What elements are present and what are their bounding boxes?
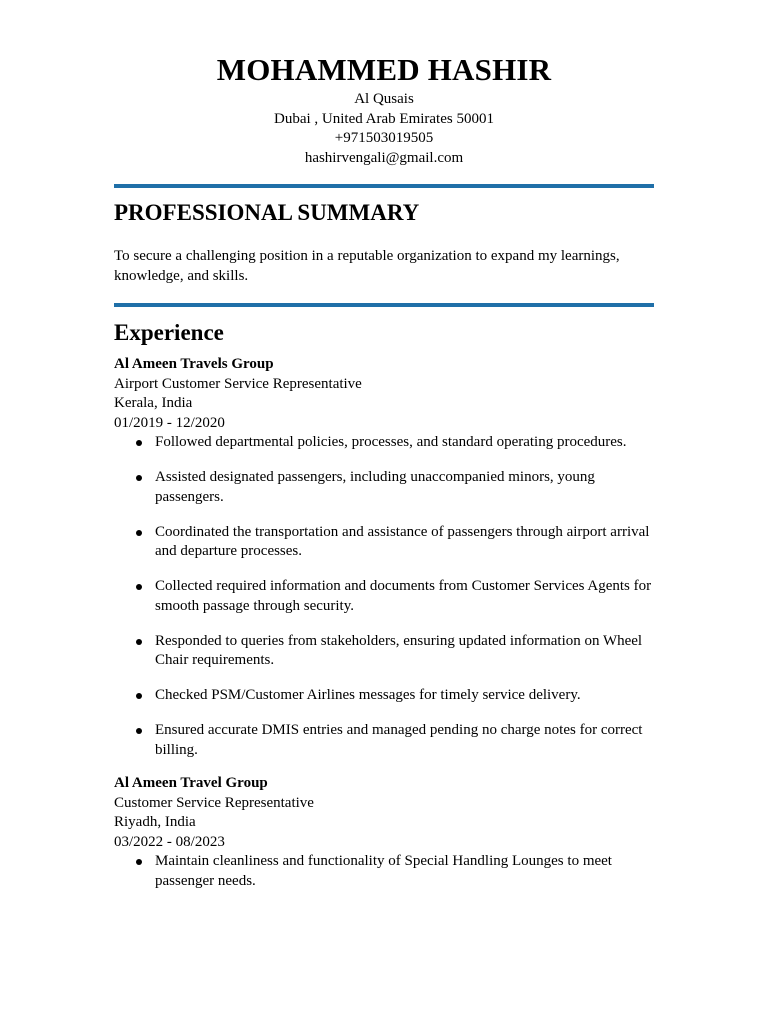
bullet-icon bbox=[136, 440, 142, 446]
section-divider bbox=[114, 184, 654, 188]
summary-text: To secure a challenging position in a reputable organization to expand my learnings, knowledge, and skills. bbox=[114, 248, 620, 284]
job-dates: 01/2019 - 12/2020 bbox=[114, 414, 225, 431]
address-line-2: Dubai , United Arab Emirates 50001 bbox=[274, 110, 494, 127]
job-bullet-list bbox=[114, 852, 654, 891]
job-entry bbox=[114, 355, 654, 433]
bullet-text: Collected required information and documents from Customer Services Agents for smooth passage through security. bbox=[155, 578, 652, 614]
summary-section bbox=[114, 199, 654, 286]
address-line-1: Al Qusais bbox=[354, 91, 414, 107]
bullet-icon bbox=[136, 859, 142, 865]
bullet-text: Coordinated the transportation and assistance of passengers through airport arrival and departure processes. bbox=[155, 523, 650, 559]
bullet-icon bbox=[136, 530, 142, 536]
bullet-text: Maintain cleanliness and functionality of Special Handling Lounges to meet passenger needs. bbox=[155, 853, 612, 889]
bullet-icon bbox=[136, 693, 142, 699]
list-item bbox=[114, 721, 654, 760]
job-company: Al Ameen Travel Group bbox=[114, 775, 268, 791]
job-location: Kerala, India bbox=[114, 395, 193, 411]
job-title: Airport Customer Service Representative bbox=[114, 375, 362, 392]
list-item bbox=[114, 852, 654, 891]
experience-section bbox=[114, 319, 654, 891]
section-divider bbox=[114, 303, 654, 307]
list-item bbox=[114, 433, 654, 453]
list-item bbox=[114, 577, 654, 616]
phone-number: +971503019505 bbox=[334, 130, 434, 146]
bullet-icon bbox=[136, 584, 142, 590]
job-company: Al Ameen Travels Group bbox=[114, 356, 274, 372]
list-item bbox=[114, 468, 654, 507]
resume-page bbox=[114, 52, 654, 891]
list-item bbox=[114, 632, 654, 671]
bullet-icon bbox=[136, 475, 142, 481]
summary-heading: PROFESSIONAL SUMMARY bbox=[114, 200, 420, 225]
job-title: Customer Service Representative bbox=[114, 794, 314, 811]
bullet-text: Checked PSM/Customer Airlines messages for timely service delivery. bbox=[155, 687, 581, 703]
job-dates: 03/2022 - 08/2023 bbox=[114, 833, 225, 850]
bullet-text: Assisted designated passengers, including unaccompanied minors, young passengers. bbox=[155, 469, 595, 505]
resume-header bbox=[114, 52, 654, 168]
bullet-text: Followed departmental policies, processes, and standard operating procedures. bbox=[155, 434, 627, 450]
bullet-icon bbox=[136, 728, 142, 734]
candidate-name: MOHAMMED HASHIR bbox=[216, 52, 552, 87]
bullet-icon bbox=[136, 639, 142, 645]
job-location: Riyadh, India bbox=[114, 814, 196, 830]
job-entry bbox=[114, 774, 654, 852]
list-item bbox=[114, 686, 654, 706]
bullet-text: Ensured accurate DMIS entries and managed pending no charge notes for correct billing. bbox=[155, 722, 643, 758]
bullet-text: Responded to queries from stakeholders, ensuring updated information on Wheel Chair requirements. bbox=[155, 632, 643, 668]
job-bullet-list bbox=[114, 433, 654, 760]
list-item bbox=[114, 523, 654, 562]
email-address: hashirvengali@gmail.com bbox=[304, 149, 464, 166]
experience-heading: Experience bbox=[114, 320, 224, 345]
